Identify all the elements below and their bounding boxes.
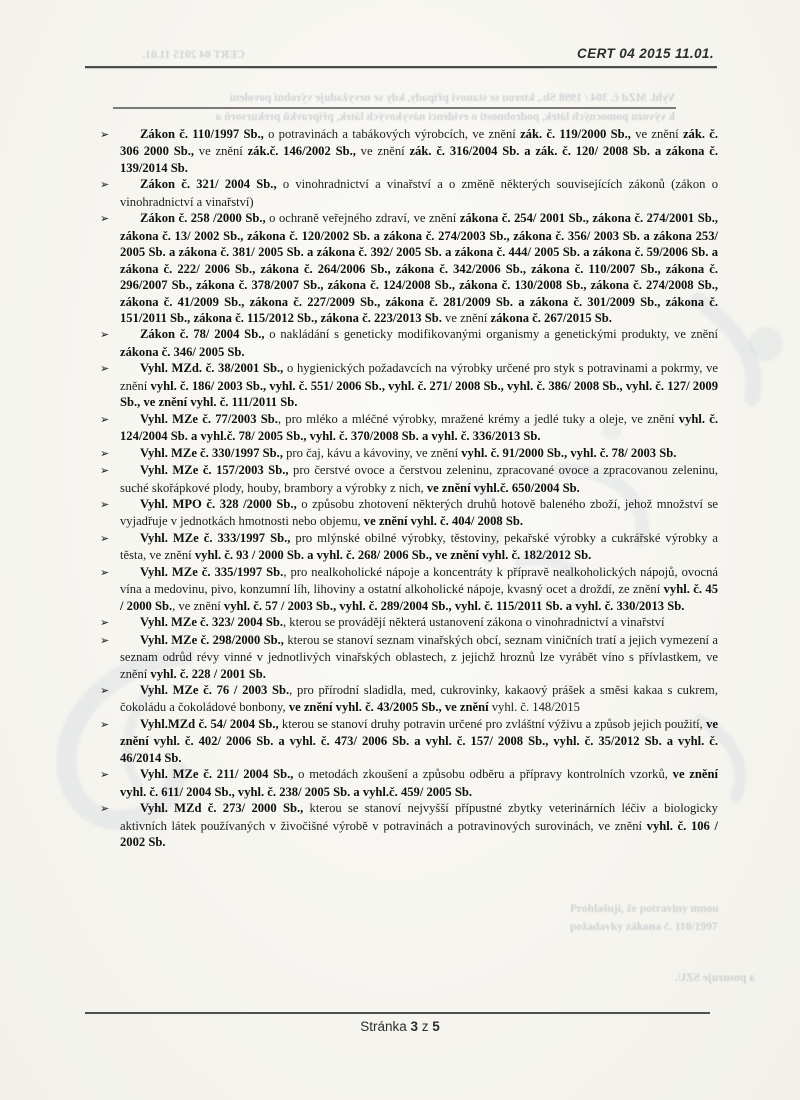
- law-description: pro mlýnské obilné výrobky, těstoviny, pekařské výrobky a cukrářské výrobky a těsta, ve znění: [120, 530, 718, 563]
- law-item: [100, 445, 718, 462]
- bleedthrough-text: k vývozu pomocných látek, podrobnosti o evidenci návykových látek, přípravků prekursorů a: [215, 111, 675, 123]
- law-citation: vyhl. č. 106 / 2002 Sb.: [120, 818, 718, 850]
- law-citation: Zákon č. 258 /2000 Sb.,: [140, 211, 266, 226]
- arrow-bullet-icon: ➢: [100, 684, 110, 697]
- law-description: o potravinách a tabákových výrobcích, ve znění: [263, 127, 521, 141]
- law-item: [100, 530, 718, 564]
- arrow-bullet-icon: ➢: [100, 769, 110, 782]
- arrow-bullet-icon: ➢: [100, 498, 110, 511]
- law-description: o způsobu zhotovení některých druhů hotově baleného zboží, jehož množství se vyjadřuje v jednotkách hmotnosti nebo objemu,: [120, 496, 719, 529]
- law-description: ve znění: [194, 144, 248, 159]
- law-citation: Vyhl. MZe č. 211/ 2004 Sb.,: [140, 767, 294, 782]
- law-citation: ve znění vyhl.č. 650/2004 Sb.: [426, 480, 580, 495]
- arrow-bullet-icon: ➢: [100, 803, 110, 816]
- bleedthrough-text: Prohlašuji, že potraviny mnou: [570, 903, 719, 915]
- page-number-footer: [0, 1019, 800, 1034]
- footer-current-page: 3: [410, 1019, 418, 1034]
- law-citation: Vyhl. MZd č. 273/ 2000 Sb.,: [140, 801, 304, 816]
- bleedthrough-rule: [113, 107, 676, 109]
- arrow-bullet-icon: ➢: [100, 363, 110, 376]
- law-citation: vyhl. č. 93 / 2000 Sb. a vyhl. č. 268/ 2006 Sb., ve znění vyhl. č. 182/2012 Sb.: [194, 548, 592, 563]
- law-citation: Vyhl. MZe č. 77/2003 Sb.: [140, 411, 278, 426]
- law-citation: zák. č. 316/2004 Sb. a zák. č. 120/ 2008 Sb. a zákona č. 139/2014 Sb.: [120, 144, 719, 175]
- law-description: o vinohradnictví a vinařství a o změně některých souvisejících zákonů (zákon o vinohradnictví a vinařství): [120, 177, 718, 209]
- bleedthrough-text: CERT 04 2015 11.01.: [142, 49, 245, 61]
- law-description: o hygienických požadavcích na výrobky určené pro styk s potravinami a pokrmy, ve znění: [120, 361, 718, 393]
- law-citation: vyhl. č. 45 / 2000 Sb.: [120, 582, 718, 613]
- law-description: kterou se stanoví druhy potravin určené pro zvláštní výživu a způsob jejich použití,: [278, 716, 707, 731]
- law-item: [100, 326, 718, 360]
- law-citation: Vyhl.MZd č. 54/ 2004 Sb.,: [140, 716, 279, 731]
- law-citation: zák.č. 146/2002 Sb.,: [247, 144, 356, 159]
- law-description: o metodách zkoušení a způsobu odběru a přípravy kontrolních vzorků,: [293, 767, 673, 782]
- law-item: [100, 614, 718, 631]
- arrow-bullet-icon: ➢: [100, 465, 110, 478]
- law-item: [100, 632, 718, 682]
- law-description: ve znění: [355, 144, 410, 159]
- law-item: [100, 766, 718, 800]
- arrow-bullet-icon: ➢: [100, 213, 110, 226]
- law-citation: zákona č. 254/ 2001 Sb., zákona č. 274/2001 Sb., zákona č. 13/ 2002 Sb., zákona č. 120/2002 Sb. a zákona č. 274/2003 Sb., zákona č. 356/ 2003 Sb. a zákona 253/ 2005 Sb. a zákona č. 381/ 2005 Sb. a zákona č. 392/ 2005 Sb. a zákona č. 444/ 2005 Sb. a zákona č. 59/2006 Sb. a zákona č. 222/ 2006 Sb., zákona č. 264/2006 Sb., zákona č. 342/2006 Sb., zákona č. 110/2007 Sb., zákona č. 296/2007 Sb., zákona č. 378/2007 Sb., zákona č. 124/2008 Sb., zákona č. 130/2008 Sb., zákona č. 274/2008 Sb., zákona č. 41/2009 Sb., zákona č. 227/2009 Sb., zákona č. 281/2009 Sb. a zákona č. 301/2009 Sb., zákona č. 151/2011 Sb., zákona č. 115/2012 Sb., zákona č. 223/2013 Sb.: [120, 211, 718, 325]
- law-citation: Zákon č. 321/ 2004 Sb.,: [140, 177, 277, 192]
- law-description: pro čerstvé ovoce a čerstvou zeleninu, zpracované ovoce a zpracovanou zeleninu, suché skořápkové plody, houby, brambory a výrobky z nich,: [120, 463, 718, 495]
- law-citation: Zákon č. 78/ 2004 Sb.,: [140, 327, 265, 342]
- law-citation: Vyhl. MZe č. 333/1997 Sb.,: [140, 530, 291, 545]
- law-citation: zákona č. 267/2015 Sb.: [490, 310, 612, 325]
- document-code: CERT 04 2015 11.01.: [577, 46, 714, 61]
- law-citation: ve znění vyhl. č. 404/ 2008 Sb.: [363, 514, 523, 529]
- law-item: [100, 210, 718, 326]
- law-citation: zákona č. 346/ 2005 Sb.: [120, 344, 245, 359]
- law-citation: zák. č. 119/2000 Sb.,: [520, 127, 631, 141]
- law-description: vyhl. č. 148/2015: [488, 700, 580, 715]
- law-item: [100, 716, 718, 766]
- law-citation: Vyhl. MZe č. 330/1997 Sb.,: [140, 445, 283, 460]
- law-description: , pro přírodní sladidla, med, cukrovinky, kakaový prášek a směsi kakaa s cukrem, čokoládu a čokoládové bonbony,: [120, 682, 718, 715]
- law-item: [100, 176, 718, 210]
- law-description: pro čaj, kávu a kávoviny, ve znění: [282, 445, 462, 460]
- arrow-bullet-icon: ➢: [100, 447, 110, 460]
- law-item: [100, 411, 718, 445]
- law-item: [100, 360, 718, 410]
- arrow-bullet-icon: ➢: [100, 413, 110, 426]
- law-citation: ve znění vyhl. č. 611/ 2004 Sb., vyhl. č. 238/ 2005 Sb. a vyhl.č. 459/ 2005 Sb.: [120, 767, 718, 799]
- law-citation: Vyhl. MZd. č. 38/2001 Sb.,: [140, 361, 284, 376]
- footer-label: Stránka: [360, 1019, 407, 1034]
- law-description: ve znění: [630, 127, 683, 141]
- law-description: , pro mléko a mléčné výrobky, mražené krémy a jedlé tuky a oleje, ve znění: [277, 411, 679, 426]
- law-citation: zák. č. 306 2000 Sb.,: [120, 127, 718, 159]
- arrow-bullet-icon: ➢: [100, 129, 110, 141]
- arrow-bullet-icon: ➢: [100, 532, 110, 545]
- bleedthrough-text: požadavky zákona č. 110/1997: [570, 921, 718, 933]
- law-list: [100, 126, 718, 850]
- law-description: kterou se stanoví nejvyšší přípustné zbytky veterinárních léčiv a biologicky aktivních látek používaných v živočišné výrobě v potravinách a potravinových surovinách, ve znění: [120, 801, 718, 833]
- arrow-bullet-icon: ➢: [100, 718, 110, 731]
- law-citation: ve znění vyhl. č. 402/ 2006 Sb. a vyhl. č. 473/ 2006 Sb. a vyhl. č. 157/ 2008 Sb., vyhl. č. 35/2012 Sb. a vyhl. č. 46/2014 Sb.: [120, 716, 718, 765]
- law-description: o nakládání s geneticky modifikovanými organismy a genetickými produkty, ve znění: [264, 327, 719, 342]
- law-description: , ve znění: [172, 598, 224, 613]
- law-description: , kterou se provádějí některá ustanovení zákona o vinohradnictví a vinařství: [282, 615, 665, 630]
- footer-rule: [85, 1012, 710, 1014]
- header-rule: [85, 66, 717, 68]
- law-citation: vyhl. č. 91/2000 Sb., vyhl. č. 78/ 2003 Sb.: [461, 445, 677, 460]
- law-item: [100, 564, 718, 614]
- law-citation: Vyhl. MZe č. 298/2000 Sb.,: [140, 632, 284, 647]
- law-citation: vyhl. č. 124/2004 Sb. a vyhl.č. 78/ 2005 Sb., vyhl. č. 370/2008 Sb. a vyhl. č. 336/2013 Sb.: [120, 411, 718, 444]
- law-citation: vyhl. č. 228 / 2001 Sb.: [150, 666, 266, 681]
- arrow-bullet-icon: ➢: [100, 566, 110, 579]
- law-item: [100, 126, 718, 176]
- law-description: o ochraně veřejného zdraví, ve znění: [265, 211, 460, 226]
- arrow-bullet-icon: ➢: [100, 179, 110, 192]
- law-item: [100, 682, 718, 716]
- law-description: kterou se stanoví seznam vinařských obcí, seznam viničních tratí a jejich vymezení a seznam odrůd révy vinné v jednotlivých vinařských oblastech, z jejichž hroznů lze vyrábět víno s přívlastkem, ve znění: [120, 632, 718, 681]
- arrow-bullet-icon: ➢: [100, 329, 110, 342]
- bleedthrough-text: a posuzuje SZU.: [674, 972, 755, 984]
- law-citation: Vyhl. MZe č. 157/2003 Sb.,: [140, 463, 289, 478]
- law-citation: vyhl. č. 57 / 2003 Sb., vyhl. č. 289/2004 Sb., vyhl. č. 115/2011 Sb. a vyhl. č. 330/2013 Sb.: [223, 598, 685, 613]
- law-citation: Vyhl. MZe č. 335/1997 Sb.: [140, 564, 284, 579]
- law-citation: vyhl. č. 186/ 2003 Sb., vyhl. č. 551/ 2006 Sb., vyhl. č. 271/ 2008 Sb., vyhl. č. 386/ 2008 Sb., vyhl. č. 127/ 2009 Sb., ve znění vyhl. č. 111/2011 Sb.: [120, 378, 718, 410]
- law-citation: Vyhl. MZe č. 323/ 2004 Sb.: [140, 615, 283, 630]
- law-citation: Vyhl. MZe č. 76 / 2003 Sb.: [140, 682, 290, 697]
- arrow-bullet-icon: ➢: [100, 634, 110, 647]
- law-citation: Zákon č. 110/1997 Sb.,: [140, 127, 264, 141]
- footer-separator: z: [421, 1019, 429, 1034]
- law-item: [100, 800, 718, 850]
- bleedthrough-text: Vyhl. MZd č. 304 / 1998 Sb., kterou se stanoví případy, kdy se nevyžaduje výrobní povolení: [229, 92, 675, 104]
- law-item: [100, 462, 718, 496]
- law-citation: ve znění vyhl. č. 43/2005 Sb., ve znění: [288, 700, 489, 715]
- law-description: , pro nealkoholické nápoje a koncentráty k přípravě nealkoholických nápojů, ovocná vína a medovinu, pivo, konzumní líh, lihoviny a ostatní alkoholické nápoje, kvasný ocet a droždí, ze znění: [120, 564, 718, 597]
- law-item: [100, 496, 718, 530]
- footer-total-pages: 5: [432, 1019, 440, 1034]
- law-citation: Vyhl. MPO č. 328 /2000 Sb.,: [140, 496, 297, 511]
- law-description: ve znění: [441, 310, 491, 325]
- arrow-bullet-icon: ➢: [100, 617, 110, 630]
